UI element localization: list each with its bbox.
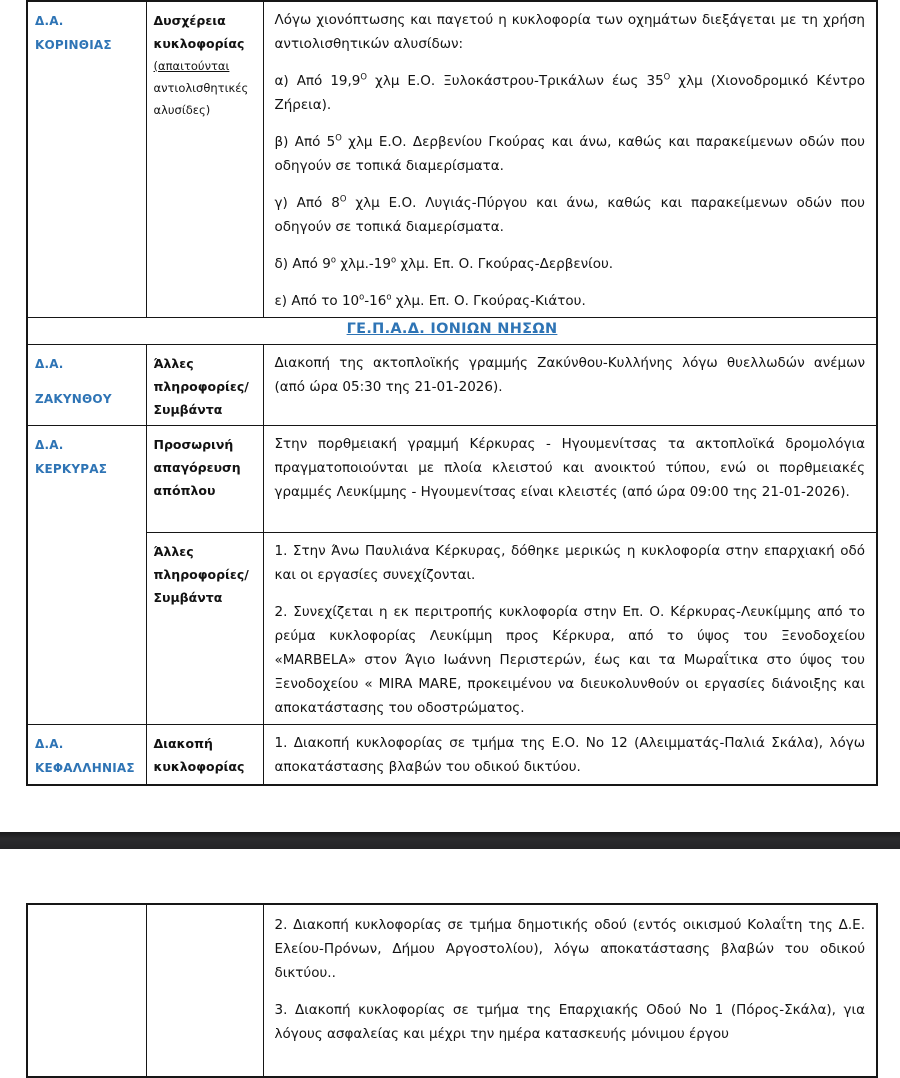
traffic-report-table-continuation xyxy=(26,903,878,1078)
paragraph: γ) Από $8^O$ χλμ Ε.Ο. Λυγιάς-Πύργου και άνω, καθώς και παρακείμενων οδών που οδηγούν σε τοπικά διαμερίσματα. xyxy=(274,193,865,235)
table-row xyxy=(27,904,877,1077)
paragraph: 2. Διακοπή κυκλοφορίας σε τμήμα δημοτικής οδού (εντός οικισμού Κολαΐτη της Δ.Ε. Ελείου-Πρόνων, Δήμου Αργοστολίου), λόγω αποκατάστασης βλαβών του οδικού δικτύου.. xyxy=(274,917,865,981)
text-line: ΚΕΡΚΥΡΑΣ xyxy=(35,462,108,476)
text-line: πληροφορίες/ xyxy=(153,379,249,394)
text-line: απαγόρευση xyxy=(153,460,241,475)
table-row xyxy=(27,725,877,786)
region-cell-zakynthou xyxy=(27,345,146,426)
text-line: Δυσχέρεια xyxy=(153,13,226,28)
table-row xyxy=(27,533,877,725)
category-cell-kerkyras-ban xyxy=(146,426,263,533)
traffic-report-table-top xyxy=(26,0,878,786)
section-header-row xyxy=(27,318,877,345)
text-line: Συμβάντα xyxy=(153,402,223,417)
category-cell-kerkyras-other xyxy=(146,533,263,725)
paragraph: 3. Διακοπή κυκλοφορίας σε τμήμα της Επαρχιακής Οδού Νο 1 (Πόρος-Σκάλα), για λόγους ασφαλείας και μέχρι την ημέρα κατασκευής μόνιμου έργου xyxy=(274,1002,865,1042)
text-line: ΚΟΡΙΝΘΙΑΣ xyxy=(35,38,112,52)
text-line: απόπλου xyxy=(153,483,216,498)
paragraph: β) Από $5^O$ χλμ Ε.Ο. Δερβενίου Γκούρας και άνω, καθώς και παρακείμενων οδών που οδηγούν σε τοπικά διαμερίσματα. xyxy=(274,132,865,174)
text-line: κυκλοφορίας xyxy=(153,36,245,51)
text-line: (απαιτούνται xyxy=(153,59,230,73)
paragraph: ε) Από το $10^o-16^o$ χλμ. Επ. Ο. Γκούρας-Κιάτου. xyxy=(274,291,586,309)
text-line: Δ.Α. xyxy=(35,357,64,371)
details-cell-kefallinias xyxy=(263,725,877,786)
paragraph: Στην πορθμειακή γραμμή Κέρκυρας - Ηγουμενίτσας τα ακτοπλοϊκά δρομολόγια πραγματοποιούνται με πλοία κλειστού και ανοικτού τύπου, ενώ οι πορθμειακές γραμμές Λευκίμμης - Ηγουμενίτσας είναι κλειστές (από ώρα 09:00 της 21-01-2026). xyxy=(274,436,865,500)
paragraph: 2. Συνεχίζεται η εκ περιτροπής κυκλοφορία στην Επ. Ο. Κέρκυρας-Λευκίμμης από το ρεύμα κυκλοφορίας Λευκίμμη προς Κέρκυρα, από το ύψος του Ξενοδοχείου «MARBELA» στον Άγιο Ιωάννη Περιστερών, έως και τα Μωραΐτικα στο ύψος του Ξενοδοχείου « MIRA MARE, προκειμένου να διευκολυνθούν οι εργασίες διάνοιξης και αποκατάστασης του οδοστρώματος. xyxy=(274,604,865,716)
region-cell-korinthias xyxy=(27,1,146,318)
page-break-bar xyxy=(0,832,900,849)
category-cell-kefallinias xyxy=(146,725,263,786)
text-line: Συμβάντα xyxy=(153,590,223,605)
category-cell-korinthias xyxy=(146,1,263,318)
details-cell-zakynthou xyxy=(263,345,877,426)
text-line: αλυσίδες) xyxy=(153,103,211,117)
text-line: Δ.Α. xyxy=(35,14,64,28)
paragraph: Διακοπή της ακτοπλοϊκής γραμμής Ζακύνθου-Κυλλήνης λόγω θυελλωδών ανέμων (από ώρα 05:30 της 21-01-2026). xyxy=(274,355,865,395)
text-line: κυκλοφορίας xyxy=(153,759,245,774)
region-cell-kefallinias xyxy=(27,725,146,786)
text-line: Διακοπή xyxy=(153,736,213,751)
region-cell-empty xyxy=(27,904,146,1077)
text-line: ΖΑΚΥΝΘΟΥ xyxy=(35,392,112,406)
category-cell-zakynthou xyxy=(146,345,263,426)
table-row xyxy=(27,1,877,318)
details-cell-kerkyras-ban xyxy=(263,426,877,533)
table-row xyxy=(27,426,877,533)
paragraph: Λόγω χιονόπτωσης και παγετού η κυκλοφορία των οχημάτων διεξάγεται με τη χρήση αντιολισθητικών αλυσίδων: xyxy=(274,12,865,52)
paragraph: δ) Από $9^o$ $\chi\lambda\mu.-19^o$ χλμ. Επ. Ο. Γκούρας-Δερβενίου. xyxy=(274,254,614,272)
text-line: Άλλες xyxy=(153,544,194,559)
text-line: Προσωρινή xyxy=(153,437,234,452)
paragraph: α) Από $19,9^O$ χλμ Ε.Ο. Ξυλοκάστρου-Τρικάλων έως $35^O$ χλμ (Χιονοδρομικό Κέντρο Ζήρεια). xyxy=(274,71,865,113)
text-line: πληροφορίες/ xyxy=(153,567,249,582)
text-line: Δ.Α. xyxy=(35,438,64,452)
table-row xyxy=(27,345,877,426)
details-cell-kerkyras-other xyxy=(263,533,877,725)
text-line: αντιολισθητικές xyxy=(153,81,249,95)
text-line: ΚΕΦΑΛΛΗΝΙΑΣ xyxy=(35,761,135,775)
section-header-ionion-nison xyxy=(27,318,877,345)
paragraph: 1. Διακοπή κυκλοφορίας σε τμήμα της Ε.Ο. Νο 12 (Αλειμματάς-Παλιά Σκάλα), λόγω αποκατάστασης βλαβών του οδικού δικτύου. xyxy=(274,735,865,775)
section-header-text: ΓΕ.Π.Α.Δ. ΙΟΝΙΩΝ ΝΗΣΩΝ xyxy=(346,321,558,337)
text-line: Άλλες xyxy=(153,356,194,371)
region-cell-kerkyras xyxy=(27,426,146,725)
text-line: Δ.Α. xyxy=(35,737,64,751)
paragraph: 1. Στην Άνω Παυλιάνα Κέρκυρας, δόθηκε μερικώς η κυκλοφορία στην επαρχιακή οδό και οι εργασίες συνεχίζονται. xyxy=(274,543,865,583)
details-cell-korinthias xyxy=(263,1,877,318)
category-cell-empty xyxy=(146,904,263,1077)
details-cell-continuation xyxy=(263,904,877,1077)
